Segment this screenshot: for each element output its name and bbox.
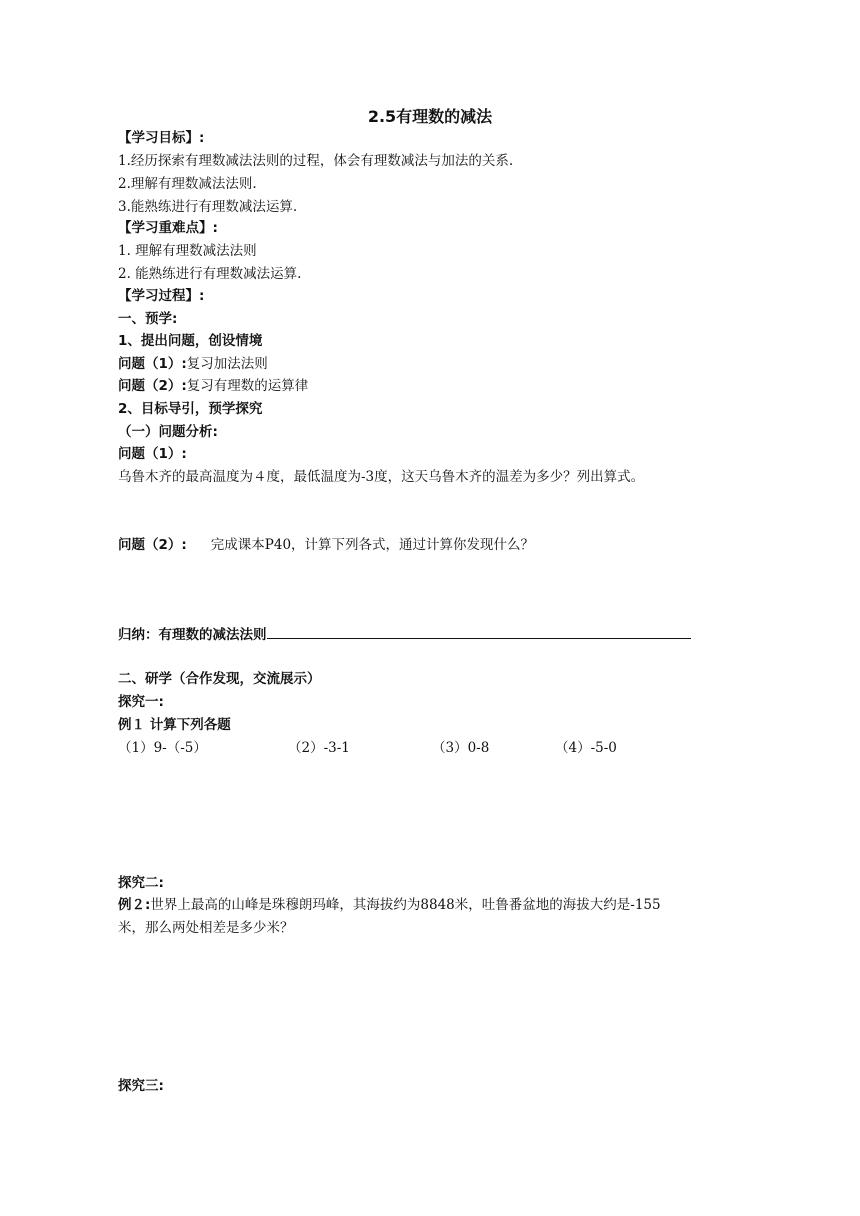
process-heading: 【学习过程】: <box>118 288 205 304</box>
explore-2-heading: 探究二: <box>118 875 164 891</box>
keypoint-item: 1. 理解有理数减法法则 <box>118 243 257 259</box>
section-2-heading: 2、目标导引，预学探究 <box>118 401 263 417</box>
problem-2-text: 完成课本P40，计算下列各式，通过计算你发现什么？ <box>210 537 535 553</box>
answer-blank <box>267 624 691 639</box>
explore-1-heading: 探究一: <box>118 694 164 710</box>
exercise-item: （2）-3-1 <box>288 740 350 756</box>
goal-item: 1.经历探索有理数减法法则的过程，体会有理数减法与加法的关系. <box>118 153 514 169</box>
question-text: 复习加法法则 <box>186 356 268 372</box>
goal-item: 3.能熟练进行有理数减法运算. <box>118 199 298 215</box>
analysis-heading: （一）问题分析: <box>118 424 218 440</box>
preview-heading: 一、预学: <box>118 311 178 327</box>
summary-line <box>118 624 691 645</box>
goal-item: 2.理解有理数减法法则. <box>118 176 257 192</box>
goals-heading: 【学习目标】: <box>118 130 205 146</box>
keypoints-heading: 【学习重难点】: <box>118 220 218 236</box>
question-label: 问题（1）: <box>118 356 187 372</box>
problem-2-label: 问题（2）: <box>118 537 187 553</box>
example-2-label: 例２: <box>118 897 151 913</box>
exercise-item: （3）0-8 <box>432 740 490 756</box>
question-label: 问题（2）: <box>118 378 187 394</box>
example-1-heading: 例１ 计算下列各题 <box>118 717 231 733</box>
research-heading: 二、研学（合作发现，交流展示） <box>118 671 321 687</box>
question-1-review <box>118 354 268 374</box>
question-text: 复习有理数的运算律 <box>186 378 309 394</box>
section-1-heading: 1、提出问题，创设情境 <box>118 333 263 349</box>
keypoint-item: 2. 能熟练进行有理数减法运算. <box>118 266 302 282</box>
explore-3-heading: 探究三: <box>118 1078 164 1094</box>
question-2-review <box>118 376 308 396</box>
problem-1-text: 乌鲁木齐的最高温度为４度，最低温度为-3度，这天乌鲁木齐的温差为多少？列出算式。 <box>118 469 645 485</box>
exercise-item: （4）-5-0 <box>555 740 617 756</box>
problem-2 <box>118 535 534 555</box>
example-2-text: 世界上最高的山峰是珠穆朗玛峰，其海拔约为8848米，吐鲁番盆地的海拔大约是-155 <box>150 897 661 913</box>
example-2-line-2: 米，那么两处相差是多少米？ <box>118 920 294 936</box>
summary-label: 归纳：有理数的减法法则 <box>118 627 267 643</box>
page-title: 2.5有理数的减法 <box>367 107 493 126</box>
problem-1-label: 问题（1）: <box>118 446 187 462</box>
example-2-line-1 <box>118 895 661 915</box>
exercise-item: （1）9-（-5） <box>118 740 207 756</box>
